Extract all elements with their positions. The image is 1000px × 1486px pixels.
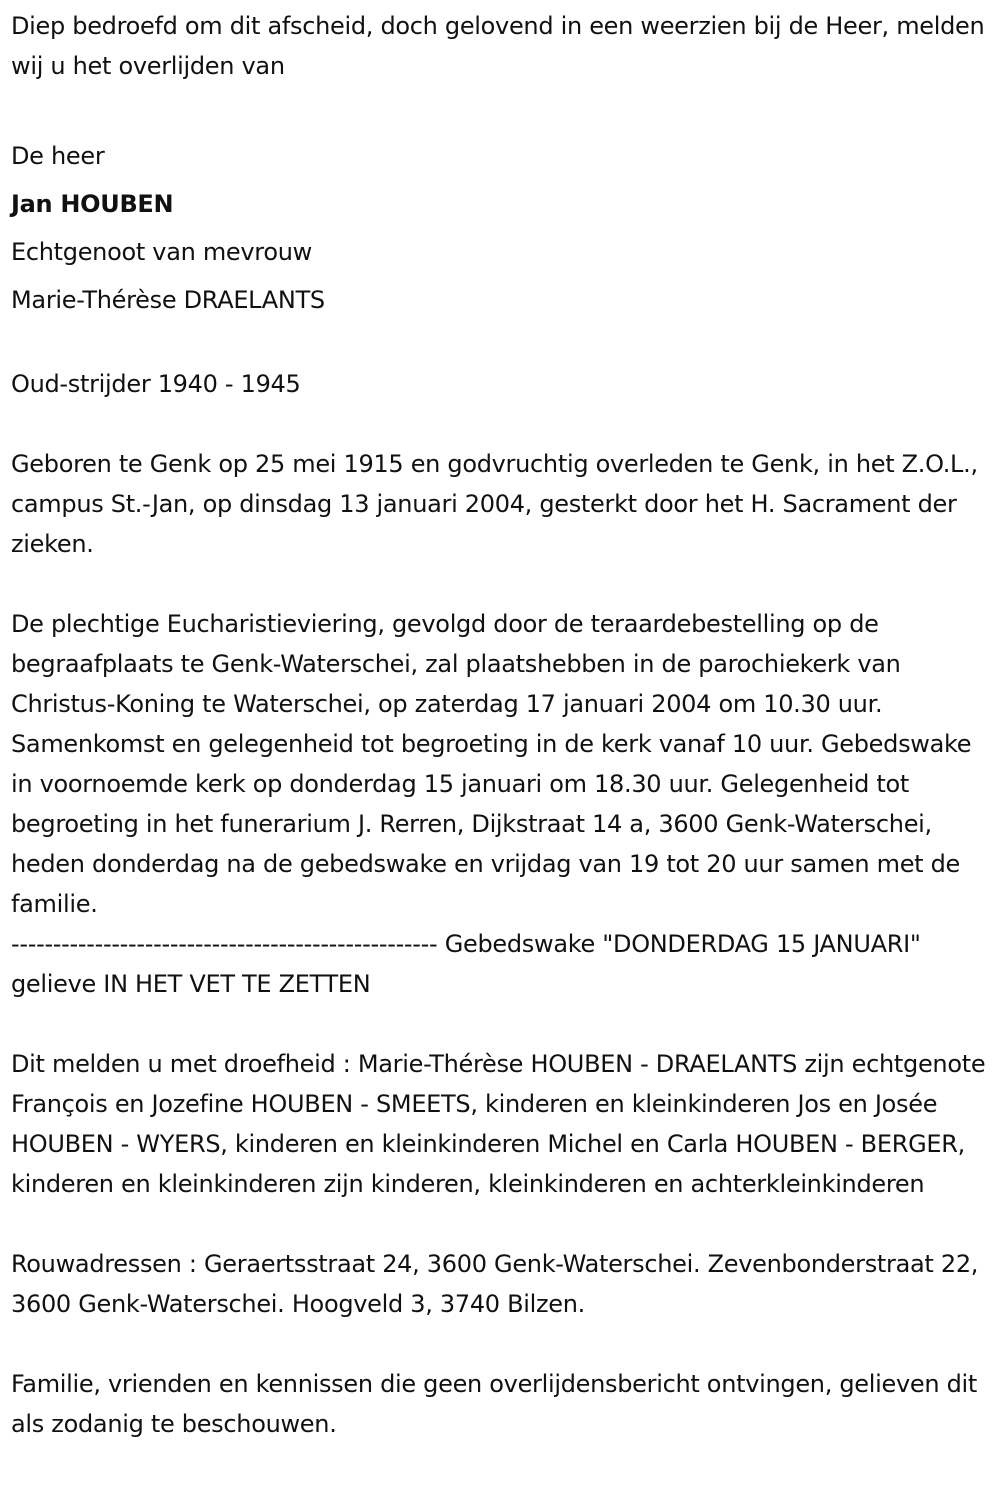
- spouse-name: Marie-Thérèse DRAELANTS: [11, 286, 325, 314]
- death-notice: [11, 6, 993, 1444]
- spacer: [11, 564, 993, 604]
- name-block: [11, 132, 993, 324]
- veteran-text: Oud-strijder 1940 - 1945: [11, 370, 301, 398]
- editor-note: --------------------------------------------------- Gebedswake "DONDERDAG 15 JANUARI" gelieve IN HET VET TE ZETTEN: [11, 930, 928, 998]
- spouse-label: Echtgenoot van mevrouw: [11, 238, 312, 266]
- spacer: [11, 404, 993, 444]
- family-text: Dit melden u met droefheid : Marie-Thérèse HOUBEN - DRAELANTS zijn echtgenote François en Jozefine HOUBEN - SMEETS, kinderen en kleinkinderen Jos en Josée HOUBEN - WYERS, kinderen en kleinkinderen Michel en Carla HOUBEN - BERGER, kinderen en kleinkinderen zijn kinderen, kleinkinderen en achterkleinkinderen: [11, 1050, 993, 1198]
- closing-text: Familie, vrienden en kennissen die geen overlijdensbericht ontvingen, gelieven dit als zodanig te beschouwen.: [11, 1370, 985, 1438]
- spacer: [11, 1204, 993, 1244]
- birth-death-text: Geboren te Genk op 25 mei 1915 en godvruchtig overleden te Genk, in het Z.O.L., campus St.-Jan, op dinsdag 13 januari 2004, gesterkt door het H. Sacrament der zieken.: [11, 450, 986, 558]
- spacer: [11, 1004, 993, 1044]
- spacer: [11, 86, 993, 126]
- addresses-text: Rouwadressen : Geraertsstraat 24, 3600 Genk-Waterschei. Zevenbonderstraat 22, 3600 Genk-Waterschei. Hoogveld 3, 3740 Bilzen.: [11, 1250, 986, 1318]
- ceremony-text: De plechtige Eucharistieviering, gevolgd door de teraardebestelling op de begraafplaats te Genk-Waterschei, zal plaatshebben in de parochiekerk van Christus-Koning te Waterschei, op zaterdag 17 januari 2004 om 10.30 uur. Samenkomst en gelegenheid tot begroeting in de kerk vanaf 10 uur. Gebedswake in voornoemde kerk op donderdag 15 januari om 18.30 uur. Gelegenheid tot begroeting in het funerarium J. Rerren, Dijkstraat 14 a, 3600 Genk-Waterschei, heden donderdag na de gebedswake en vrijdag van 19 tot 20 uur samen met de familie.: [11, 610, 979, 918]
- spacer: [11, 324, 993, 364]
- spacer: [11, 1324, 993, 1364]
- honorific: De heer: [11, 142, 105, 170]
- intro-text: Diep bedroefd om dit afscheid, doch gelovend in een weerzien bij de Heer, melden wij u het overlijden van: [11, 12, 992, 80]
- deceased-name: Jan HOUBEN: [11, 190, 174, 218]
